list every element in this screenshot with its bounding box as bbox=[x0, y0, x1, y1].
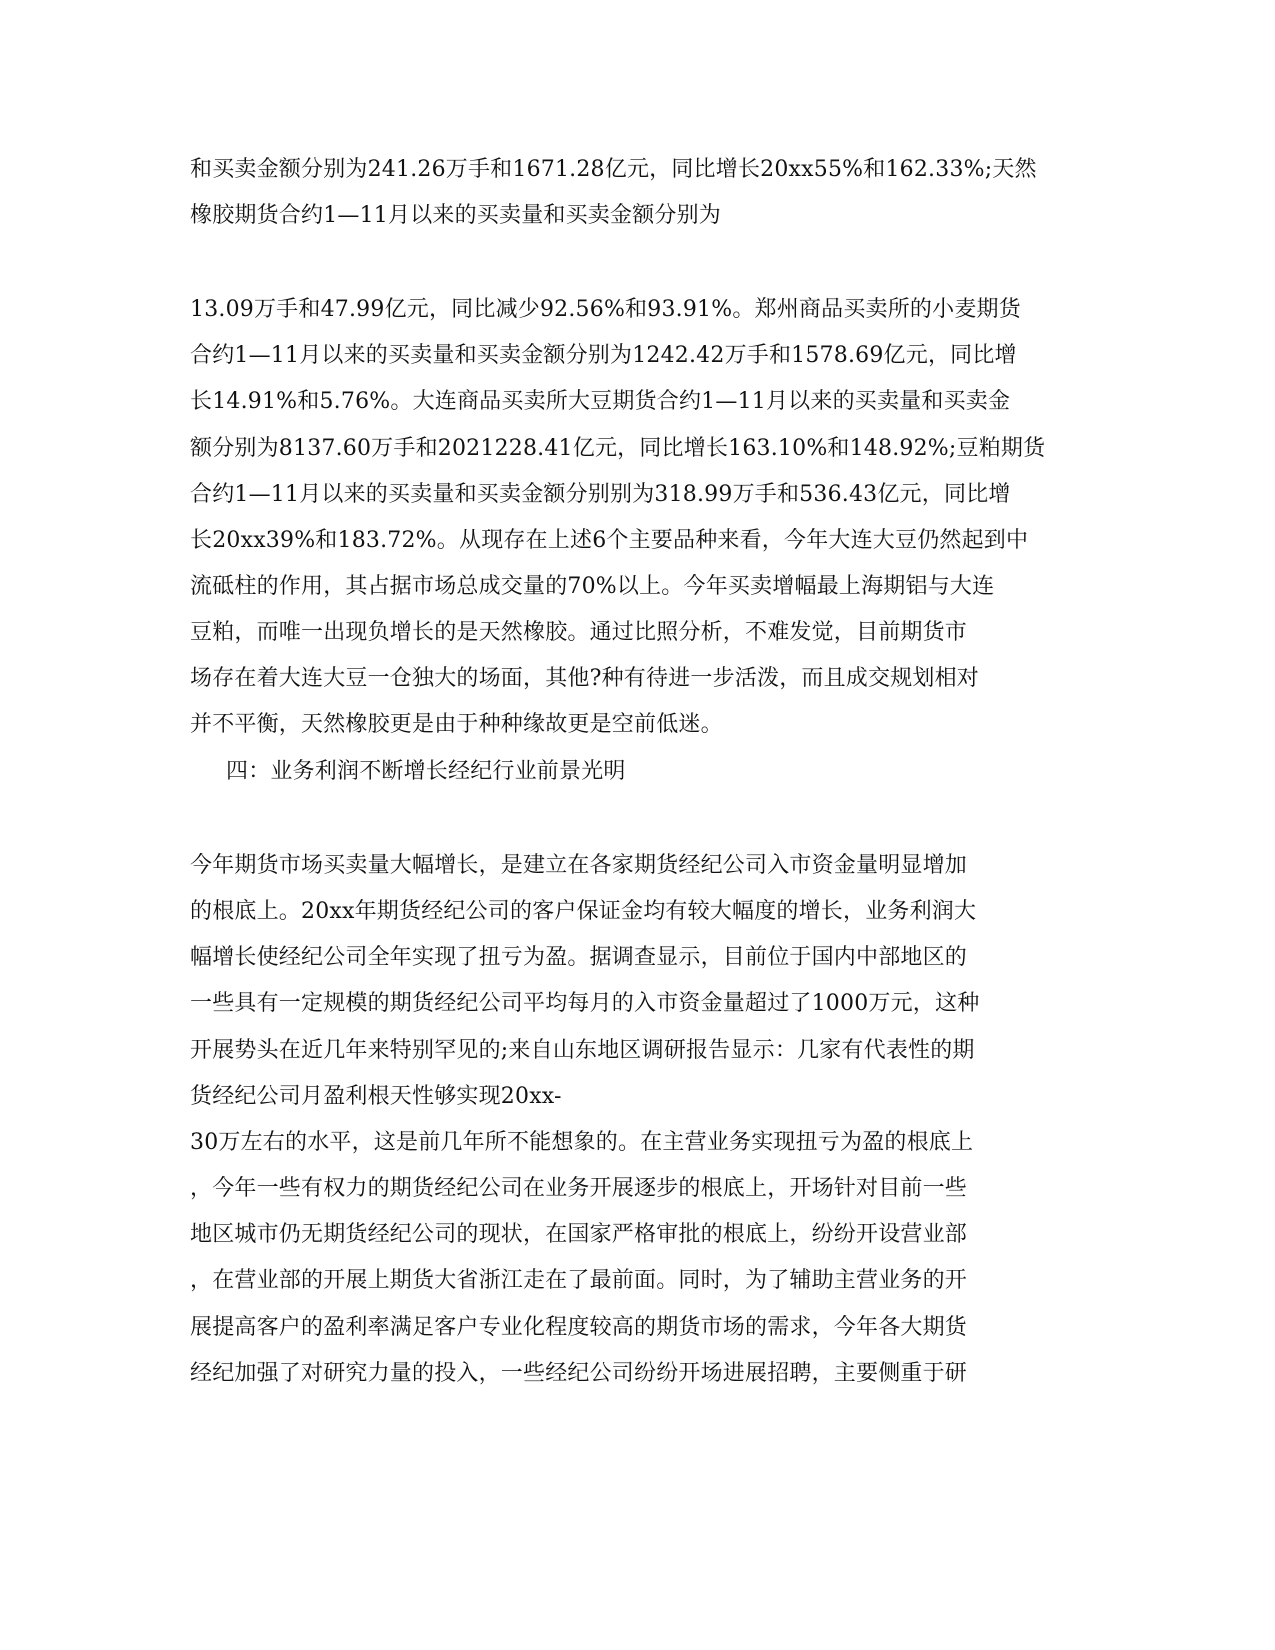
text-line: 幅增长使经纪公司全年实现了扭亏为盈。据调查显示，目前位于国内中部地区的 bbox=[190, 945, 968, 970]
text-line: 13.09万手和47.99亿元，同比减少92.56%和93.91%。郑州商品买卖所的小麦期货 bbox=[190, 297, 1021, 322]
text-line: 和买卖金额分别为241.26万手和1671.28亿元，同比增长20xx55%和162.33%;天然 bbox=[190, 157, 1037, 182]
text-line: 经纪加强了对研究力量的投入，一些经纪公司纷纷开场进展招聘，主要侧重于研 bbox=[190, 1361, 968, 1386]
text-line: 今年期货市场买卖量大幅增长，是建立在各家期货经纪公司入市资金量明显增加 bbox=[190, 853, 968, 878]
text-line: 额分别为8137.60万手和2021228.41亿元，同比增长163.10%和148.92%;豆粕期货 bbox=[190, 436, 1046, 461]
text-line: 长20xx39%和183.72%。从现存在上述6个主要品种来看，今年大连大豆仍然起到中 bbox=[190, 528, 1029, 553]
text-line: 场存在着大连大豆一仓独大的场面，其他?种有待进一步活泼，而且成交规划相对 bbox=[190, 666, 979, 691]
text-line: 货经纪公司月盈利根天性够实现20xx- bbox=[190, 1084, 562, 1109]
text-line: 长14.91%和5.76%。大连商品买卖所大豆期货合约1—11月以来的买卖量和买卖金 bbox=[190, 389, 1011, 414]
text-line: 展提高客户的盈利率满足客户专业化程度较高的期货市场的需求，今年各大期货 bbox=[190, 1315, 968, 1340]
text-line: 橡胶期货合约1—11月以来的买卖量和买卖金额分别为 bbox=[190, 203, 721, 228]
text-line: 合约1—11月以来的买卖量和买卖金额分别为1242.42万手和1578.69亿元，同比增 bbox=[190, 343, 1017, 368]
text-line: 合约1—11月以来的买卖量和买卖金额分别别为318.99万手和536.43亿元，同比增 bbox=[190, 482, 1011, 507]
text-line: ，在营业部的开展上期货大省浙江走在了最前面。同时，为了辅助主营业务的开 bbox=[190, 1268, 968, 1293]
text-line: 30万左右的水平，这是前几年所不能想象的。在主营业务实现扭亏为盈的根底上 bbox=[190, 1130, 974, 1155]
text-line: 并不平衡，天然橡胶更是由于种种缘故更是空前低迷。 bbox=[190, 712, 723, 737]
section-heading: 四：业务利润不断增长经纪行业前景光明 bbox=[226, 759, 626, 784]
text-line: 地区城市仍无期货经纪公司的现状，在国家严格审批的根底上，纷纷开设营业部 bbox=[190, 1222, 968, 1247]
text-line: ，今年一些有权力的期货经纪公司在业务开展逐步的根底上，开场针对目前一些 bbox=[190, 1176, 968, 1201]
text-line: 开展势头在近几年来特别罕见的;来自山东地区调研报告显示：几家有代表性的期 bbox=[190, 1038, 975, 1063]
text-line: 的根底上。20xx年期货经纪公司的客户保证金均有较大幅度的增长，业务利润大 bbox=[190, 899, 977, 924]
text-line: 流砥柱的作用，其占据市场总成交量的70%以上。今年买卖增幅最上海期铝与大连 bbox=[190, 574, 995, 599]
text-line: 一些具有一定规模的期货经纪公司平均每月的入市资金量超过了1000万元，这种 bbox=[190, 991, 980, 1016]
text-line: 豆粕，而唯一出现负增长的是天然橡胶。通过比照分析，不难发觉，目前期货市 bbox=[190, 620, 968, 645]
